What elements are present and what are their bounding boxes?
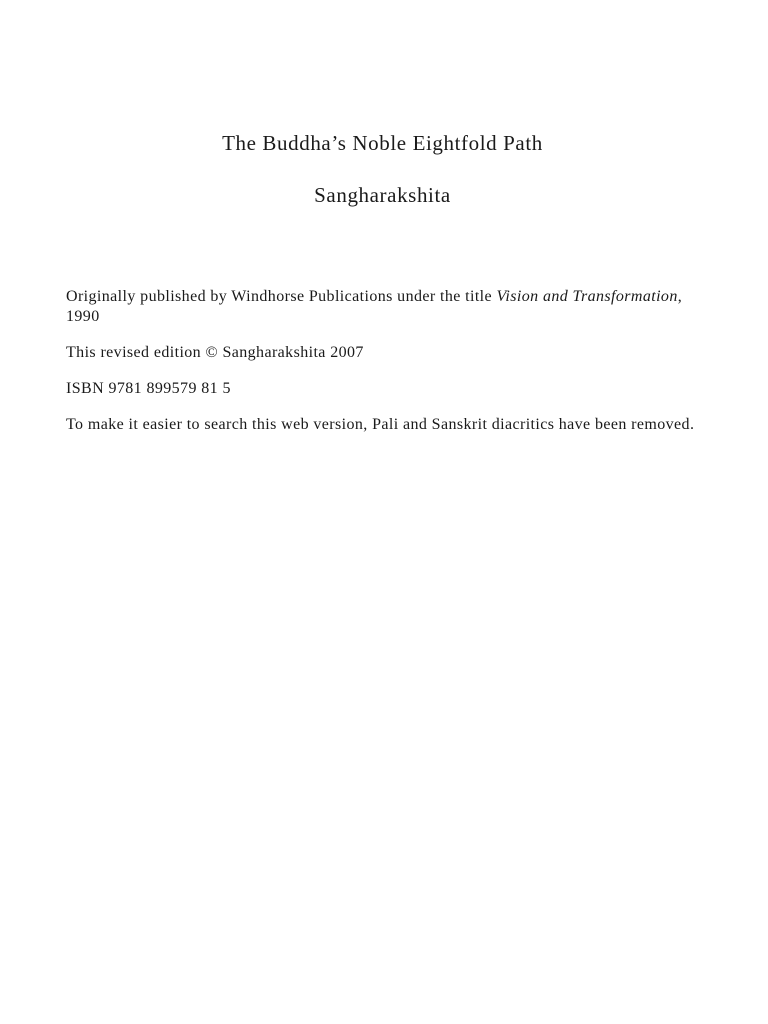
book-author: Sangharakshita — [314, 183, 451, 207]
publication-note — [66, 287, 706, 327]
publication-year: , 1990 — [66, 288, 683, 325]
diacritics-note: To make it easier to search this web version, Pali and Sanskrit diacritics have been removed. — [66, 416, 695, 433]
original-title: Vision and Transformation — [496, 288, 678, 305]
edition-note: This revised edition © Sangharakshita 2007 — [66, 344, 364, 361]
publication-prefix: Originally published by Windhorse Publications under the title — [66, 288, 497, 305]
book-title: The Buddha’s Noble Eightfold Path — [222, 131, 543, 155]
isbn: ISBN 9781 899579 81 5 — [66, 380, 231, 397]
